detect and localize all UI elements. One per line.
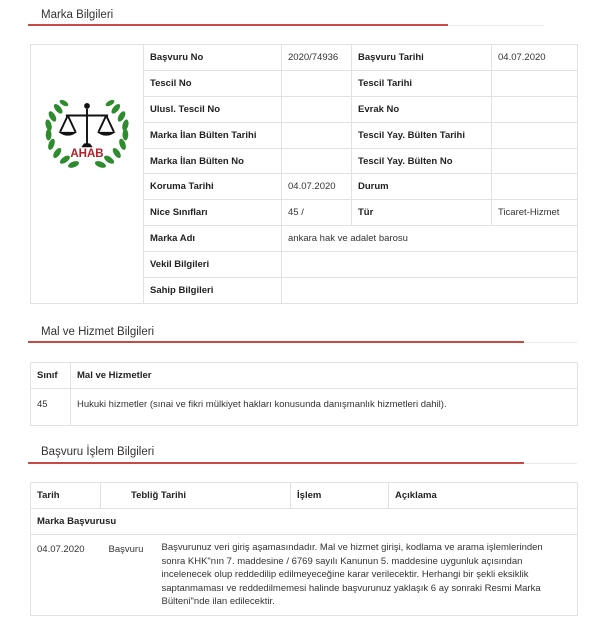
label-sahip-bilgileri: Sahip Bilgileri [144, 278, 282, 304]
value-basvuru-tarihi: 04.07.2020 [492, 45, 578, 71]
table-row [31, 535, 578, 616]
section-divider-tail [524, 463, 577, 464]
section-divider-tail [448, 25, 544, 26]
cell-tarih: 04.07.2020 [31, 535, 101, 616]
value-tescil-no [282, 70, 352, 96]
section-divider [28, 462, 524, 464]
section-title-marka-bilgileri: Marka Bilgileri [41, 9, 114, 21]
value-basvuru-no: 2020/74936 [282, 45, 352, 71]
table-header-row [31, 483, 578, 509]
label-basvuru-no: Başvuru No [144, 45, 282, 71]
value-ulusl-tescil-no [282, 96, 352, 122]
label-durum: Durum [352, 174, 492, 200]
cell-islem: Başvuru [101, 535, 136, 616]
column-header-islem: İşlem [291, 483, 389, 509]
label-koruma-tarihi: Koruma Tarihi [144, 174, 282, 200]
value-koruma-tarihi: 04.07.2020 [282, 174, 352, 200]
value-tur: Ticaret-Hizmet [492, 200, 578, 226]
logo-cell [31, 45, 144, 304]
label-ulusl-tescil-no: Ulusl. Tescil No [144, 96, 282, 122]
table-row [31, 389, 578, 426]
column-header-teblig-tarihi: Tebliğ Tarihi [101, 483, 291, 509]
label-evrak-no: Evrak No [352, 96, 492, 122]
section-divider-tail [524, 342, 577, 343]
label-tur: Tür [352, 200, 492, 226]
section-divider [28, 24, 448, 26]
column-header-sinif: Sınıf [31, 363, 71, 389]
cell-sinif: 45 [31, 389, 71, 426]
label-tescil-no: Tescil No [144, 70, 282, 96]
label-marka-ilan-bulten-tarihi: Marka İlan Bülten Tarihi [144, 122, 282, 148]
section-title-basvuru-islem-bilgileri: Başvuru İşlem Bilgileri [41, 446, 155, 458]
label-basvuru-tarihi: Başvuru Tarihi [352, 45, 492, 71]
label-marka-adi: Marka Adı [144, 226, 282, 252]
column-header-tarih: Tarih [31, 483, 101, 509]
value-durum [492, 174, 578, 200]
value-tescil-tarihi [492, 70, 578, 96]
cell-aciklama: Başvurunuz veri giriş aşamasındadır. Mal ve hizmet girişi, kodlama ve arama işlemlerinden sonra KHK"nın 7. maddesine / 6769 sayılı Kanunun 5. maddesine uygunluk açısından incelenecek olup reddedilip edilmeyeceğine karar verilecektir. Herhangi bir şekli eksiklik saptanmaması ve reddedilmemesi halinde başvurunuz yaklaşık 6 ay sonraki Resmi Marka Bülteni"nde ilan edilecektir. [136, 535, 578, 616]
value-vekil-bilgileri [282, 252, 578, 278]
table-row [31, 45, 578, 71]
value-evrak-no [492, 96, 578, 122]
value-marka-ilan-bulten-tarihi [282, 122, 352, 148]
value-tescil-yay-bulten-no [492, 148, 578, 174]
value-marka-adi: ankara hak ve adalet barosu [282, 226, 578, 252]
section-title-mal-hizmet-bilgileri: Mal ve Hizmet Bilgileri [41, 326, 155, 338]
column-header-aciklama: Açıklama [389, 483, 578, 509]
label-tescil-tarihi: Tescil Tarihi [352, 70, 492, 96]
label-nice-siniflari: Nice Sınıfları [144, 200, 282, 226]
section-divider [28, 341, 524, 343]
cell-mal-ve-hizmetler: Hukuki hizmetler (sınai ve fikri mülkiyet hakları konusunda danışmanlık hizmetleri dahil). [71, 389, 578, 426]
column-header-mal-ve-hizmetler: Mal ve Hizmetler [71, 363, 578, 389]
value-marka-ilan-bulten-no [282, 148, 352, 174]
svg-text:AHAB: AHAB [70, 148, 104, 161]
label-tescil-yay-bulten-no: Tescil Yay. Bülten No [352, 148, 492, 174]
value-sahip-bilgileri [282, 278, 578, 304]
mal-hizmet-table [30, 362, 578, 426]
label-vekil-bilgileri: Vekil Bilgileri [144, 252, 282, 278]
label-marka-ilan-bulten-no: Marka İlan Bülten No [144, 148, 282, 174]
value-nice-siniflari: 45 / [282, 200, 352, 226]
value-tescil-yay-bulten-tarihi [492, 122, 578, 148]
marka-info-table [30, 44, 578, 304]
basvuru-islem-table [30, 482, 578, 616]
group-marka-basvurusu: Marka Başvurusu [31, 509, 578, 535]
table-header-row [31, 363, 578, 389]
label-tescil-yay-bulten-tarihi: Tescil Yay. Bülten Tarihi [352, 122, 492, 148]
scales-of-justice-laurel-icon [39, 80, 135, 176]
table-group-row [31, 509, 578, 535]
